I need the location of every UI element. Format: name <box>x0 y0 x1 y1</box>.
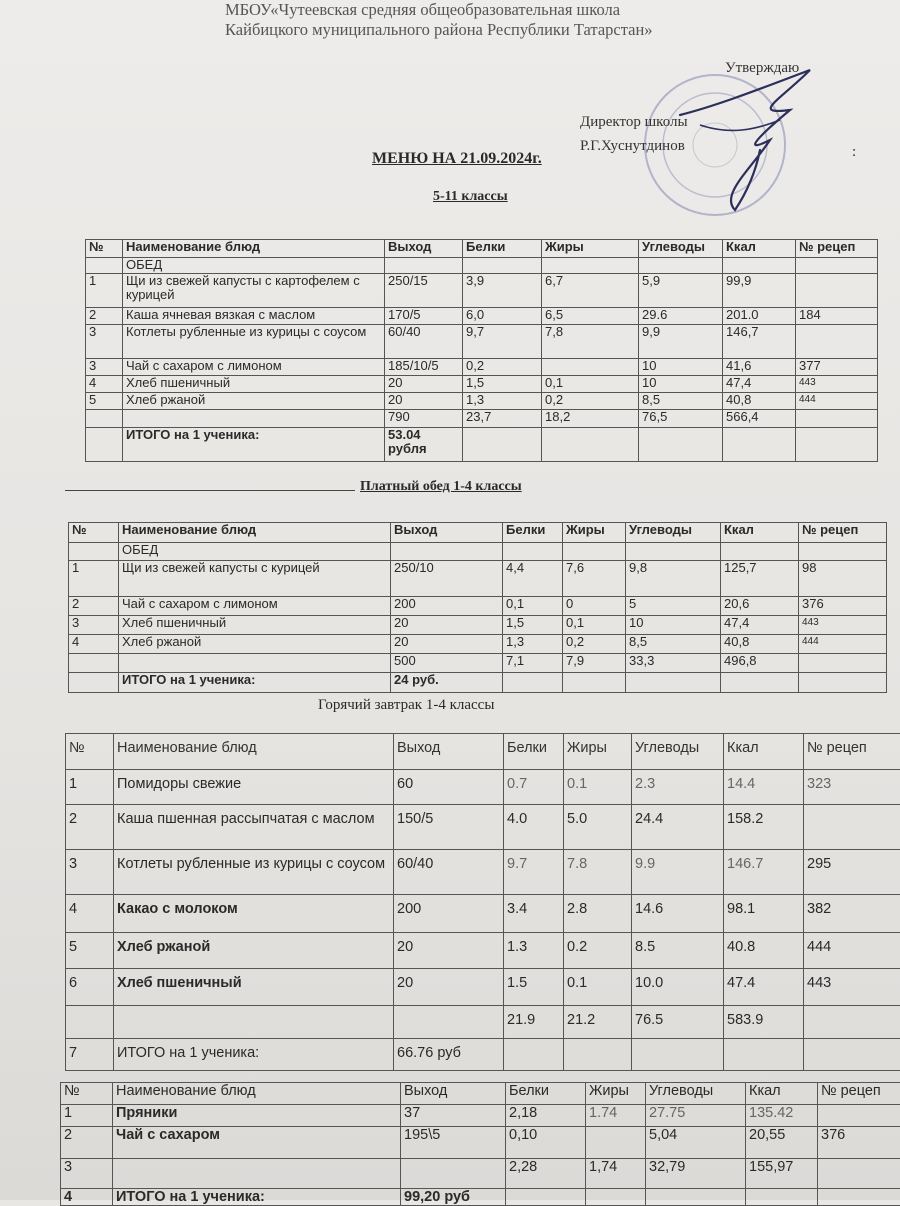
cell: 76.5 <box>632 1006 724 1039</box>
cell: Помидоры свежие <box>114 770 394 805</box>
cell <box>796 325 878 359</box>
table-row <box>86 274 878 308</box>
cell: 443 <box>804 969 900 1006</box>
table-row <box>66 895 900 933</box>
cell: 1.3 <box>504 933 564 969</box>
school-line-1: МБОУ«Чутеевская средняя общеобразовательная школа <box>225 0 653 20</box>
cell: 200 <box>391 597 503 616</box>
cell: 195\5 <box>401 1127 506 1159</box>
col-header: № <box>86 240 123 258</box>
cell <box>394 1006 504 1039</box>
cell: 9,8 <box>626 561 721 597</box>
cell: 6,7 <box>542 274 639 308</box>
cell: 295 <box>804 850 900 895</box>
cell: 1,3 <box>503 635 563 654</box>
col-header: Углеводы <box>646 1083 746 1105</box>
total-label: ИТОГО на 1 ученика: <box>113 1189 401 1206</box>
approved-label: Утверждаю <box>725 60 799 77</box>
cell: 0.2 <box>564 933 632 969</box>
cell: 7,9 <box>563 654 626 673</box>
cell: 0,2 <box>563 635 626 654</box>
cell: 2 <box>61 1127 113 1159</box>
cell <box>799 654 887 673</box>
col-header: № рецеп <box>799 523 887 543</box>
col-header: № <box>66 734 114 770</box>
table-row <box>66 805 900 850</box>
cell: 9.7 <box>504 850 564 895</box>
cell: 1.74 <box>586 1105 646 1127</box>
cell: 7,8 <box>542 325 639 359</box>
table-row <box>61 1127 900 1159</box>
cell <box>123 410 385 428</box>
cell: 24.4 <box>632 805 724 850</box>
cell: 5 <box>86 393 123 410</box>
cell: Хлеб ржаной <box>123 393 385 410</box>
cell: 377 <box>796 359 878 376</box>
cell: 443 <box>799 616 887 635</box>
school-line-2: Кайбицкого муниципального района Республики Татарстан» <box>225 20 653 40</box>
col-header: Углеводы <box>632 734 724 770</box>
total-row <box>66 1039 900 1071</box>
table-row <box>86 376 878 393</box>
cell: 1,5 <box>503 616 563 635</box>
cell <box>66 1006 114 1039</box>
col-header: Выход <box>391 523 503 543</box>
cell: 0,10 <box>506 1127 586 1159</box>
cell: 1 <box>66 770 114 805</box>
hot-breakfast-caption: Горячий завтрак 1-4 классы <box>318 697 494 714</box>
table-row <box>66 850 900 895</box>
col-header: № рецеп <box>818 1083 900 1105</box>
sum-row <box>61 1159 900 1189</box>
col-header: Выход <box>385 240 463 258</box>
cell: Котлеты рубленные из курицы с соусом <box>114 850 394 895</box>
cell: 201.0 <box>723 308 796 325</box>
cell: 2.3 <box>632 770 724 805</box>
paid-lunch-caption: Платный обед 1-4 классы <box>360 479 522 495</box>
cell <box>818 1105 900 1127</box>
cell: 0 <box>563 597 626 616</box>
cell: Хлеб ржаной <box>114 933 394 969</box>
sum-row <box>69 654 887 673</box>
table-header-row <box>66 734 900 770</box>
cell <box>804 1006 900 1039</box>
cell: 2,28 <box>506 1159 586 1189</box>
cell: Какао с молоком <box>114 895 394 933</box>
total-num: 7 <box>66 1039 114 1071</box>
cell: 1,5 <box>463 376 542 393</box>
cell: 21.2 <box>564 1006 632 1039</box>
table-row <box>69 616 887 635</box>
cell: 41,6 <box>723 359 796 376</box>
total-row <box>69 673 887 693</box>
cell: 5 <box>626 597 721 616</box>
cell: 20 <box>391 616 503 635</box>
cell: 3 <box>66 850 114 895</box>
cell: 6,5 <box>542 308 639 325</box>
cell: 4 <box>66 895 114 933</box>
cell: Щи из свежей капусты с курицей <box>119 561 391 597</box>
cell: 444 <box>799 635 887 654</box>
table-row <box>86 308 878 325</box>
cell: 1 <box>86 274 123 308</box>
col-header: Жиры <box>563 523 626 543</box>
total-label: ИТОГО на 1 ученика: <box>114 1039 394 1071</box>
cell: 0,1 <box>542 376 639 393</box>
cell: 250/15 <box>385 274 463 308</box>
cell: 444 <box>796 393 878 410</box>
col-header: Наименование блюд <box>119 523 391 543</box>
cell: 99,9 <box>723 274 796 308</box>
cell: 496,8 <box>721 654 799 673</box>
menu-table-hot-breakfast <box>65 733 900 1071</box>
cell: 3 <box>61 1159 113 1189</box>
cell: 76,5 <box>639 410 723 428</box>
cell: 1,3 <box>463 393 542 410</box>
total-label: ИТОГО на 1 ученика: <box>123 428 385 462</box>
col-header: Выход <box>394 734 504 770</box>
table-row <box>69 561 887 597</box>
cell: 21.9 <box>504 1006 564 1039</box>
col-header: Белки <box>503 523 563 543</box>
cell: 40,8 <box>723 393 796 410</box>
cell: 2 <box>69 597 119 616</box>
table-row <box>66 770 900 805</box>
cell: 98 <box>799 561 887 597</box>
cell: Чай с сахаром с лимоном <box>119 597 391 616</box>
section-label: ОБЕД <box>123 258 385 274</box>
cell: 0.1 <box>564 770 632 805</box>
cell: 583.9 <box>724 1006 804 1039</box>
divider-line <box>65 490 355 491</box>
cell: 444 <box>804 933 900 969</box>
grades-label: 5-11 классы <box>433 189 508 205</box>
total-value: 24 руб. <box>391 673 503 693</box>
cell: 0.7 <box>504 770 564 805</box>
cell: 0,1 <box>563 616 626 635</box>
cell: 0.1 <box>564 969 632 1006</box>
total-value: 99,20 руб <box>401 1189 506 1206</box>
col-header: Выход <box>401 1083 506 1105</box>
cell: 20,55 <box>746 1127 818 1159</box>
cell: 184 <box>796 308 878 325</box>
cell: 2 <box>86 308 123 325</box>
col-header: Жиры <box>564 734 632 770</box>
cell: Хлеб пшеничный <box>119 616 391 635</box>
cell: 150/5 <box>394 805 504 850</box>
cell: 3 <box>86 325 123 359</box>
table-row <box>69 635 887 654</box>
cell: 5,04 <box>646 1127 746 1159</box>
cell: 200 <box>394 895 504 933</box>
cell: 3.4 <box>504 895 564 933</box>
sum-row <box>66 1006 900 1039</box>
cell: 323 <box>804 770 900 805</box>
cell: 40.8 <box>724 933 804 969</box>
menu-table-paid-lunch <box>68 522 887 693</box>
table-row <box>66 969 900 1006</box>
cell: 125,7 <box>721 561 799 597</box>
col-header: Белки <box>506 1083 586 1105</box>
cell: 20,6 <box>721 597 799 616</box>
cell: 27.75 <box>646 1105 746 1127</box>
cell: 1,74 <box>586 1159 646 1189</box>
cell: 185/10/5 <box>385 359 463 376</box>
cell: Чай с сахаром с лимоном <box>123 359 385 376</box>
cell: 146,7 <box>723 325 796 359</box>
col-header: Углеводы <box>626 523 721 543</box>
cell: Хлеб пшеничный <box>114 969 394 1006</box>
cell: 5.0 <box>564 805 632 850</box>
cell: 7,1 <box>503 654 563 673</box>
cell: 3 <box>86 359 123 376</box>
col-header: Наименование блюд <box>123 240 385 258</box>
cell: 37 <box>401 1105 506 1127</box>
menu-table-5-11 <box>85 239 878 462</box>
cell: 135.42 <box>746 1105 818 1127</box>
section-row <box>86 258 878 274</box>
director-name: Р.Г.Хуснутдинов <box>580 134 688 158</box>
cell: 29.6 <box>639 308 723 325</box>
cell: 10.0 <box>632 969 724 1006</box>
cell <box>796 274 878 308</box>
cell: 170/5 <box>385 308 463 325</box>
col-header: Углеводы <box>639 240 723 258</box>
cell: 566,4 <box>723 410 796 428</box>
cell: 8.5 <box>632 933 724 969</box>
cell: Пряники <box>113 1105 401 1127</box>
table-row <box>86 393 878 410</box>
cell: 376 <box>818 1127 900 1159</box>
cell: 14.4 <box>724 770 804 805</box>
cell <box>818 1159 900 1189</box>
col-header: Ккал <box>746 1083 818 1105</box>
cell: 20 <box>385 393 463 410</box>
cell: 47,4 <box>723 376 796 393</box>
cell: 5,9 <box>639 274 723 308</box>
cell: 4,4 <box>503 561 563 597</box>
cell: 250/10 <box>391 561 503 597</box>
director-signature <box>660 55 840 215</box>
cell: 2.8 <box>564 895 632 933</box>
cell: 20 <box>385 376 463 393</box>
table-row <box>66 933 900 969</box>
cell: 33,3 <box>626 654 721 673</box>
total-label: ИТОГО на 1 ученика: <box>119 673 391 693</box>
colon-mark: : <box>852 144 856 161</box>
cell: 0,1 <box>503 597 563 616</box>
col-header: № <box>69 523 119 543</box>
col-header: Наименование блюд <box>113 1083 401 1105</box>
cell: 1 <box>69 561 119 597</box>
section-row <box>69 543 887 561</box>
cell: 8,5 <box>626 635 721 654</box>
menu-table-snack <box>60 1082 900 1206</box>
cell: 60/40 <box>394 850 504 895</box>
table-row <box>61 1105 900 1127</box>
cell: 2,18 <box>506 1105 586 1127</box>
table-row <box>86 325 878 359</box>
cell <box>86 410 123 428</box>
cell <box>69 654 119 673</box>
cell <box>113 1159 401 1189</box>
table-row <box>86 359 878 376</box>
cell: 10 <box>626 616 721 635</box>
cell: 40,8 <box>721 635 799 654</box>
cell: 8,5 <box>639 393 723 410</box>
director-title: Директор школы <box>580 110 688 134</box>
cell: 2 <box>66 805 114 850</box>
cell: 9,9 <box>639 325 723 359</box>
cell: 155,97 <box>746 1159 818 1189</box>
school-name <box>225 0 653 40</box>
total-row <box>61 1189 900 1206</box>
col-header: Жиры <box>586 1083 646 1105</box>
cell: 10 <box>639 359 723 376</box>
col-header: Ккал <box>723 240 796 258</box>
table-row <box>69 597 887 616</box>
table-header-row <box>69 523 887 543</box>
cell <box>119 654 391 673</box>
cell: 5 <box>66 933 114 969</box>
cell: 3 <box>69 616 119 635</box>
cell <box>401 1159 506 1189</box>
cell: Каша пшенная рассыпчатая с маслом <box>114 805 394 850</box>
cell: 18,2 <box>542 410 639 428</box>
cell: Котлеты рубленные из курицы с соусом <box>123 325 385 359</box>
cell: 47,4 <box>721 616 799 635</box>
cell: Щи из свежей капусты с картофелем с курицей <box>123 274 385 308</box>
cell: 9,7 <box>463 325 542 359</box>
cell: 98.1 <box>724 895 804 933</box>
cell: 32,79 <box>646 1159 746 1189</box>
total-value: 66.76 руб <box>394 1039 504 1071</box>
cell: 443 <box>796 376 878 393</box>
cell <box>796 410 878 428</box>
cell: 10 <box>639 376 723 393</box>
cell: 790 <box>385 410 463 428</box>
col-header: Наименование блюд <box>114 734 394 770</box>
cell: 376 <box>799 597 887 616</box>
table-header-row <box>86 240 878 258</box>
cell <box>586 1127 646 1159</box>
cell: 60/40 <box>385 325 463 359</box>
cell: Хлеб ржаной <box>119 635 391 654</box>
cell: 4.0 <box>504 805 564 850</box>
total-row <box>86 428 878 462</box>
cell: 0,2 <box>463 359 542 376</box>
cell: 0,2 <box>542 393 639 410</box>
cell: 20 <box>394 969 504 1006</box>
cell: 23,7 <box>463 410 542 428</box>
col-header: Белки <box>463 240 542 258</box>
total-value: 53.04 рубля <box>385 428 463 462</box>
cell: 158.2 <box>724 805 804 850</box>
cell: 4 <box>69 635 119 654</box>
sum-row <box>86 410 878 428</box>
cell: 4 <box>86 376 123 393</box>
cell: 60 <box>394 770 504 805</box>
cell: Чай с сахаром <box>113 1127 401 1159</box>
cell: 6,0 <box>463 308 542 325</box>
total-num: 4 <box>61 1189 113 1206</box>
cell <box>114 1006 394 1039</box>
cell: 7,6 <box>563 561 626 597</box>
cell: 14.6 <box>632 895 724 933</box>
col-header: Жиры <box>542 240 639 258</box>
cell: Каша ячневая вязкая с маслом <box>123 308 385 325</box>
col-header: Ккал <box>721 523 799 543</box>
cell: 9.9 <box>632 850 724 895</box>
cell: 3,9 <box>463 274 542 308</box>
cell: Хлеб пшеничный <box>123 376 385 393</box>
col-header: Ккал <box>724 734 804 770</box>
cell <box>542 359 639 376</box>
cell: 7.8 <box>564 850 632 895</box>
col-header: № рецеп <box>804 734 900 770</box>
col-header: № <box>61 1083 113 1105</box>
col-header: Белки <box>504 734 564 770</box>
cell: 500 <box>391 654 503 673</box>
cell: 20 <box>394 933 504 969</box>
cell: 47.4 <box>724 969 804 1006</box>
cell: 1 <box>61 1105 113 1127</box>
cell: 382 <box>804 895 900 933</box>
cell: 1.5 <box>504 969 564 1006</box>
cell: 6 <box>66 969 114 1006</box>
menu-title: МЕНЮ НА 21.09.2024г. <box>372 150 542 168</box>
cell: 146.7 <box>724 850 804 895</box>
col-header: № рецеп <box>796 240 878 258</box>
section-label: ОБЕД <box>119 543 391 561</box>
cell: 20 <box>391 635 503 654</box>
cell <box>804 805 900 850</box>
table-header-row <box>61 1083 900 1105</box>
